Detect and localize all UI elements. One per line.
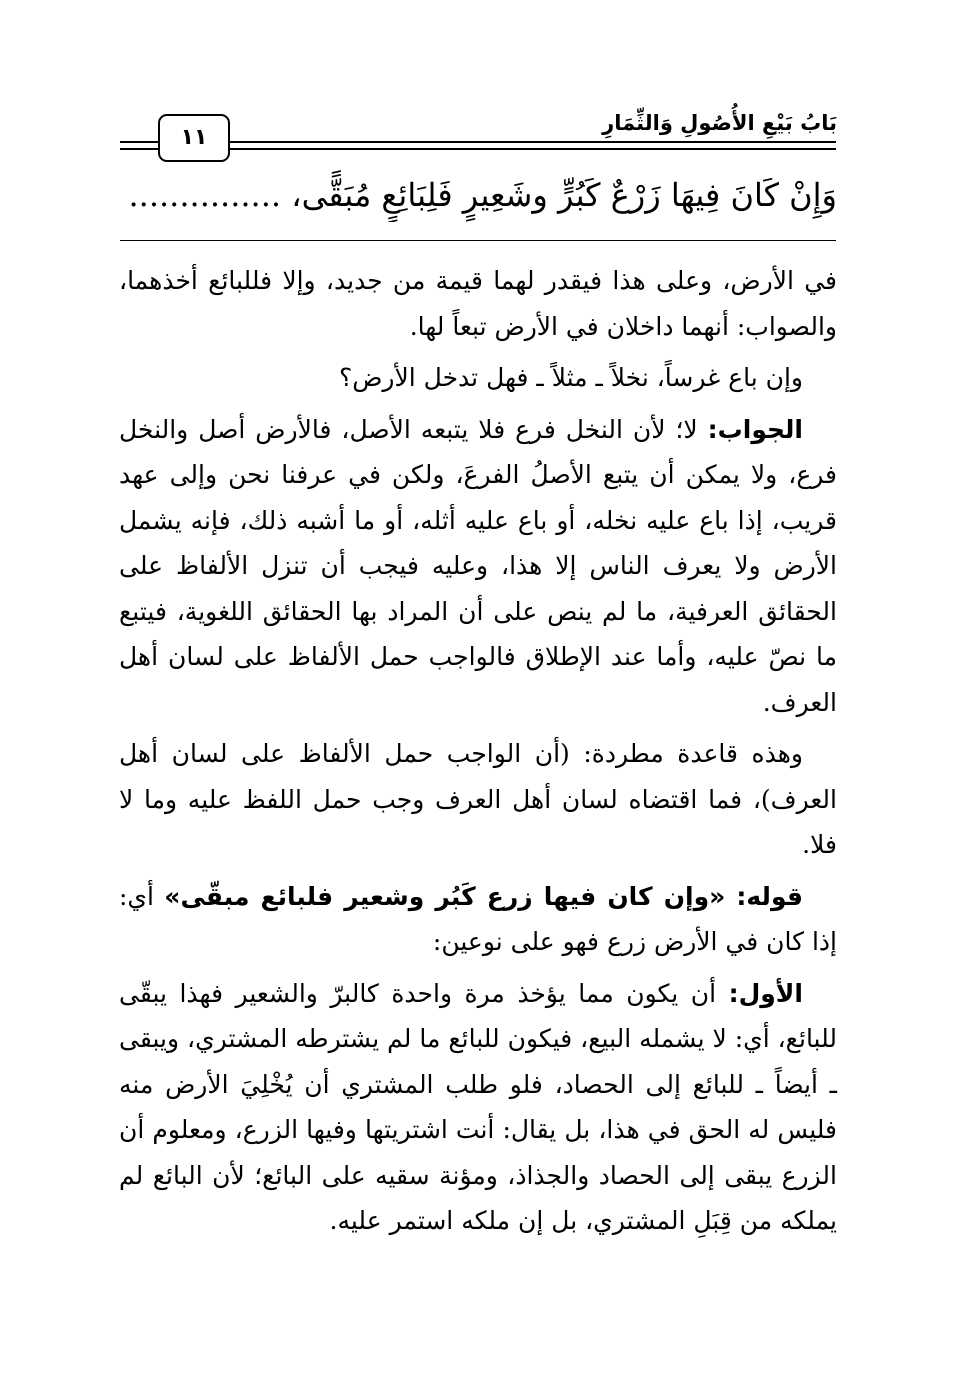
paragraph-1: في الأرض، وعلى هذا فيقدر لهما قيمة من جديد، وإلا فللبائع أخذهما، والصواب: أنهما داخلان في الأرض تبعاً لها. [119,266,837,341]
paragraph-6 [119,971,837,1244]
answer-lead: الجواب: [707,414,803,444]
quote-lead: قوله: «وإن كان فيها زرع كَبُر وشعير فلبائع مبقّى» [164,881,803,911]
commentary-body [119,258,837,1250]
first-type-text: أن يكون مما يؤخذ مرة واحدة كالبرّ والشعير فهذا يبقّى للبائع، أي: لا يشمله البيع، فيكون للبائع ما لم يشترطه المشتري، ويبقى ـ أيضاً ـ للبائع إلى الحصاد، فلو طلب المشتري أن يُخْلِيَ الأرض منه فليس له الحق في هذا، بل يقال: أنت اشتريتها وفيها الزرع، ومعلوم أن الزرع يبقى إلى الحصاد والجذاذ، ومؤنة سقيه على البائع؛ لأن البائع لم يملكه من قِبَلِ المشتري، بل إن ملكه استمر عليه. [119,978,837,1235]
paragraph-2: وإن باع غرساً، نخلاً ـ مثلاً ـ فهل تدخل الأرض؟ [338,363,803,392]
quote-explanation: أي: إذا كان في الأرض زرع فهو على نوعين: [119,881,837,956]
chapter-running-title: بَابُ بَيْعِ الأُصُولِ وَالثِّمَارِ [602,111,837,135]
paragraph-5 [119,874,837,965]
paragraph-4: وهذه قاعدة مطردة: (أن الواجب حمل الألفاظ على لسان أهل العرف)، فما اقتضاه لسان أهل العرف وجب حمل اللفظ عليه وما لا فلا. [119,739,837,859]
matn-text: وَإِنْ كَانَ فِيهَا زَرْعٌ كَبُرٍّ وشَعِيرٍ فَلِبَائِعٍ مُبَقًّى، ............... [128,176,837,214]
matn-separator-rule [120,240,836,241]
first-type-lead: الأول: [728,978,803,1008]
page-number: ١١ [158,114,230,162]
paragraph-3 [119,407,837,726]
answer-text: لا؛ لأن النخل فرع فلا يتبعه الأصل، فالأرض أصل والنخل فرع، ولا يمكن أن يتبع الأصلُ الفرعَ، ولكن في عرفنا نحن وإلى عهد قريب، إذا باع عليه نخله، أو باع عليه أثله، أو ما أشبه ذلك، فإنه يشمل الأرض ولا يعرف الناس إلا هذا، وعليه فيجب أن تنزل الألفاظ على الحقائق العرفية، ما لم ينص على أن المراد بها الحقائق اللغوية، فيتبع ما نصّ عليه، وأما عند الإطلاق فالواجب حمل الألفاظ على لسان أهل العرف. [119,414,837,717]
